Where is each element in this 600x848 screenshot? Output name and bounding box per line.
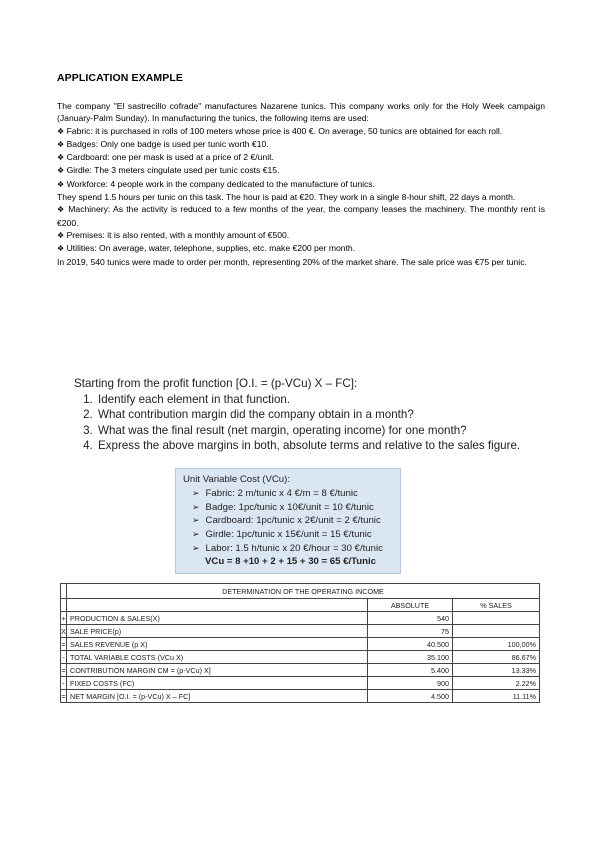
row-absolute: 4.500 bbox=[368, 690, 453, 703]
table-title-row bbox=[61, 584, 540, 599]
table-row bbox=[61, 651, 540, 664]
diamond-bullet-icon: ❖ bbox=[57, 179, 65, 189]
row-label: FIXED COSTS (FC) bbox=[67, 677, 368, 690]
question-item: 4. Express the above margins in both, absolute terms and relative to the sales figure. bbox=[96, 438, 544, 454]
table-title: DETERMINATION OF THE OPERATING INCOME bbox=[67, 584, 540, 599]
bullet-item: ❖ Fabric: it is purchased in rolls of 100 meters whose price is 400 €. On average, 50 tunics are obtained for each roll. bbox=[57, 125, 503, 136]
bullet-item: ❖ Girdle: The 3 meters cingulate used per tunic costs €15. bbox=[57, 165, 280, 176]
questions-lead: Starting from the profit function [O.I. = (p-VCu) X – FC]: bbox=[74, 377, 358, 390]
page-heading: APPLICATION EXAMPLE bbox=[57, 72, 183, 84]
bullet-item: ❖ Machinery: As the activity is reduced to a few months of the year, the company leases the machinery. The monthly rent is €200. bbox=[57, 204, 546, 228]
row-pct bbox=[453, 612, 540, 625]
row-pct bbox=[453, 625, 540, 638]
row-sign: - bbox=[62, 678, 65, 688]
bullet-item: ❖ Workforce: 4 people work in the company dedicated to the manufacture of tunics. bbox=[57, 178, 375, 189]
row-pct: 100,00% bbox=[453, 638, 540, 651]
problem-statement bbox=[57, 100, 545, 268]
diamond-bullet-icon: ❖ bbox=[57, 244, 65, 254]
question-item: 1. Identify each element in that function. bbox=[96, 392, 544, 408]
table-row bbox=[61, 625, 540, 638]
vcu-item: ➢ Fabric: 2 m/tunic x 4 €/m = 8 €/tunic bbox=[192, 487, 400, 501]
row-absolute: 75 bbox=[368, 625, 453, 638]
diamond-bullet-icon: ❖ bbox=[57, 126, 65, 136]
bullet-item: ❖ Premises: it is also rented, with a monthly amount of €500. bbox=[57, 229, 290, 240]
vcu-item: ➢ Labor: 1.5 h/tunic x 20 €/hour = 30 €/tunic bbox=[192, 542, 400, 556]
question-item: 3. What was the final result (net margin, operating income) for one month? bbox=[96, 423, 544, 439]
vcu-item: ➢ Cardboard: 1pc/tunic x 2€/unit = 2 €/tunic bbox=[192, 514, 400, 528]
row-sign: - bbox=[62, 652, 65, 662]
column-header-absolute: ABSOLUTE bbox=[368, 599, 453, 612]
table-row bbox=[61, 690, 540, 703]
row-sign: + bbox=[61, 613, 66, 623]
vcu-list bbox=[183, 487, 400, 556]
row-label: SALE PRICE(p) bbox=[67, 625, 368, 638]
row-label: NET MARGIN [O.I. = (p-VCu) X – FC] bbox=[67, 690, 368, 703]
vcu-item: ➢ Badge: 1pc/tunic x 10€/unit = 10 €/tunic bbox=[192, 501, 400, 515]
diamond-bullet-icon: ❖ bbox=[57, 205, 66, 215]
workforce-detail: They spend 1.5 hours per tunic on this task. The hour is paid at €20. They work in a single 8-hour shift, 22 days a month. bbox=[57, 192, 516, 203]
row-pct: 11.11% bbox=[453, 690, 540, 703]
row-label: TOTAL VARIABLE COSTS (VCu X) bbox=[67, 651, 368, 664]
vcu-title: Unit Variable Cost (VCu): bbox=[183, 474, 290, 485]
closing-paragraph: In 2019, 540 tunics were made to order per month, representing 20% of the market share. The sale price was €75 per tunic. bbox=[57, 256, 527, 267]
table-row bbox=[61, 677, 540, 690]
row-sign: = bbox=[61, 691, 66, 701]
unit-variable-cost-box bbox=[175, 468, 401, 574]
table-row bbox=[61, 638, 540, 651]
column-header-pct-sales: % SALES bbox=[453, 599, 540, 612]
question-item: 2. What contribution margin did the company obtain in a month? bbox=[96, 407, 544, 423]
row-sign: X bbox=[61, 626, 66, 636]
diamond-bullet-icon: ❖ bbox=[57, 139, 65, 149]
table-row bbox=[61, 612, 540, 625]
operating-income-table bbox=[60, 583, 540, 703]
diamond-bullet-icon: ❖ bbox=[57, 230, 65, 240]
row-absolute: 40.500 bbox=[368, 638, 453, 651]
bullet-item: ❖ Badges: Only one badge is used per tunic worth €10. bbox=[57, 138, 269, 149]
questions-list bbox=[74, 392, 544, 454]
questions-block bbox=[74, 376, 544, 454]
table-row bbox=[61, 664, 540, 677]
row-label: PRODUCTION & SALES(X) bbox=[67, 612, 368, 625]
diamond-bullet-icon: ❖ bbox=[57, 166, 65, 176]
bullet-item: ❖ Cardboard: one per mask is used at a price of 2 €/unit. bbox=[57, 152, 274, 163]
bullet-item: ❖ Utilities: On average, water, telephone, supplies, etc. make €200 per month. bbox=[57, 243, 356, 254]
row-pct: 2.22% bbox=[453, 677, 540, 690]
vcu-item: ➢ Girdle: 1pc/tunic x 15€/unit = 15 €/tunic bbox=[192, 528, 400, 542]
row-label: CONTRIBUTION MARGIN CM = (p-VCu) X] bbox=[67, 664, 368, 677]
row-pct: 13.33% bbox=[453, 664, 540, 677]
row-absolute: 5.400 bbox=[368, 664, 453, 677]
row-absolute: 35.100 bbox=[368, 651, 453, 664]
row-absolute: 540 bbox=[368, 612, 453, 625]
row-pct: 86.67% bbox=[453, 651, 540, 664]
row-label: SALES REVENUE (p X) bbox=[67, 638, 368, 651]
row-absolute: 900 bbox=[368, 677, 453, 690]
row-sign: = bbox=[61, 639, 66, 649]
diamond-bullet-icon: ❖ bbox=[57, 153, 65, 163]
vcu-total: VCu = 8 +10 + 2 + 15 + 30 = 65 €/Tunic bbox=[205, 555, 377, 567]
intro-paragraph: The company "El sastrecillo cofrade" manufactures Nazarene tunics. This company works only for the Holy Week campaign (January-Palm Sunday). In manufacturing the tunics, the following items are used: bbox=[57, 101, 545, 124]
table-header-row bbox=[61, 599, 540, 612]
row-sign: = bbox=[61, 665, 66, 675]
